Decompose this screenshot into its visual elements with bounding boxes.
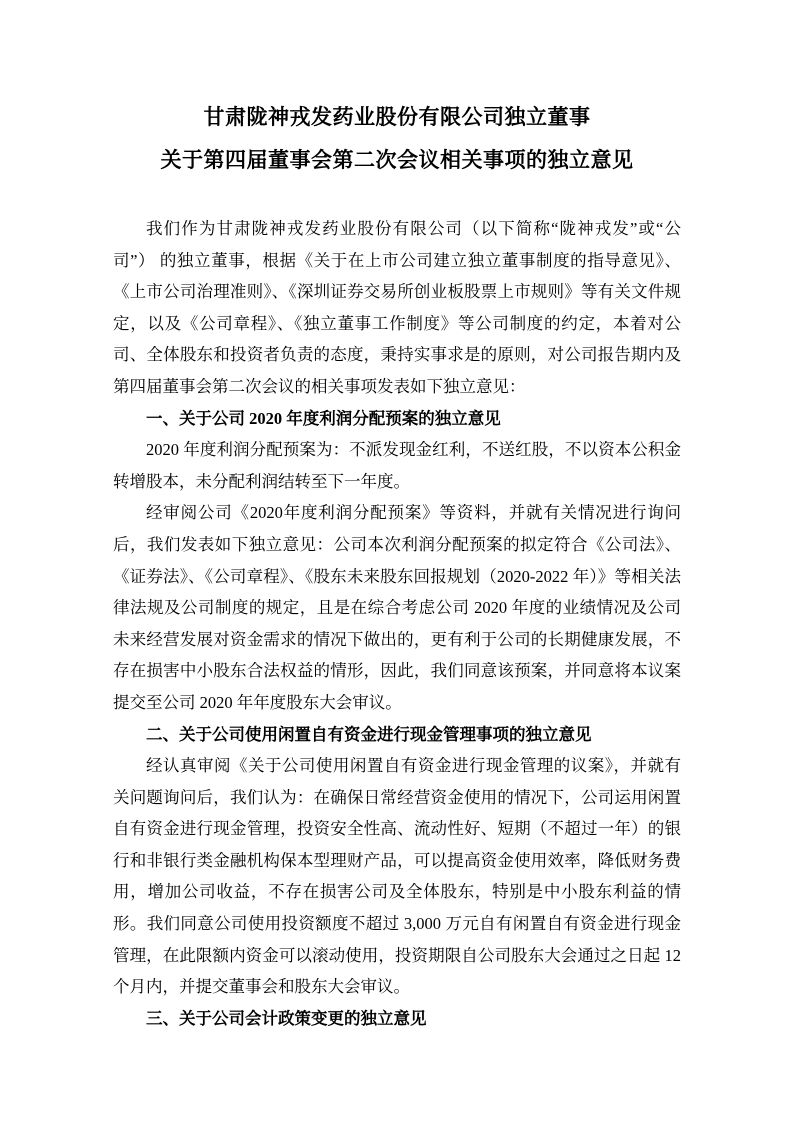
document-body	[113, 213, 681, 1034]
document-title-line-1: 甘肃陇神戎发药业股份有限公司独立董事	[203, 105, 591, 129]
heading-section-3-accounting-policy: 三、关于公司会计政策变更的独立意见	[146, 1008, 427, 1028]
paragraph-profit-distribution-opinion: 经审阅公司《2020年度利润分配预案》等资料，并就有关情况进行询问后，我们发表如下独立意见：公司本次利润分配预案的拟定符合《公司法》、《证券法》、《公司章程》、《股东未来股东回报规划（2020-2022 年）》等相关法律法规及公司制度的规定，且是在综合考虑公司 2020 年度的业绩情况及公司未来经营发展对资金需求的情况下做出的，更有利于公司的长期健康发展，不存在损害中小股东合法权益的情形，因此，我们同意该预案，并同意将本议案提交至公司 2020 年年度股东大会审议。	[113, 503, 681, 712]
heading-section-1-profit-distribution: 一、关于公司 2020 年度利润分配预案的独立意见	[146, 408, 501, 428]
document-title	[113, 96, 681, 182]
document-title-line-2: 关于第四届董事会第二次会议相关事项的独立意见	[160, 148, 634, 172]
paragraph-profit-distribution-plan: 2020 年度利润分配预案为：不派发现金红利，不送红股，不以资本公积金转增股本，未分配利润结转至下一年度。	[113, 440, 681, 491]
paragraph-cash-management-opinion: 经认真审阅《关于公司使用闲置自有资金进行现金管理的议案》，并就有关问题询问后，我们认为：在确保日常经营资金使用的情况下，公司运用闲置自有资金进行现金管理，投资安全性高、流动性好、短期（不超过一年）的银行和非银行类金融机构保本型理财产品，可以提高资金使用效率，降低财务费用，增加公司收益，不存在损害公司及全体股东，特别是中小股东利益的情形。我们同意公司使用投资额度不超过 3,000 万元自有闲置自有资金进行现金管理，在此限额内资金可以滚动使用，投资期限自公司股东大会通过之日起 12 个月内，并提交董事会和股东大会审议。	[113, 756, 681, 997]
heading-section-2-cash-management: 二、关于公司使用闲置自有资金进行现金管理事项的独立意见	[146, 724, 592, 744]
paragraph-introduction: 我们作为甘肃陇神戎发药业股份有限公司（以下简称“陇神戎发”或“公司”） 的独立董事，根据《关于在上市公司建立独立董事制度的指导意见》、《上市公司治理准则》、《深圳证券交易所创业板股票上市规则》等有关文件规定，以及《公司章程》、《独立董事工作制度》等公司制度的约定，本着对公司、全体股东和投资者负责的态度，秉持实事求是的原则，对公司报告期内及第四届董事会第二次会议的相关事项发表如下独立意见：	[113, 219, 681, 396]
